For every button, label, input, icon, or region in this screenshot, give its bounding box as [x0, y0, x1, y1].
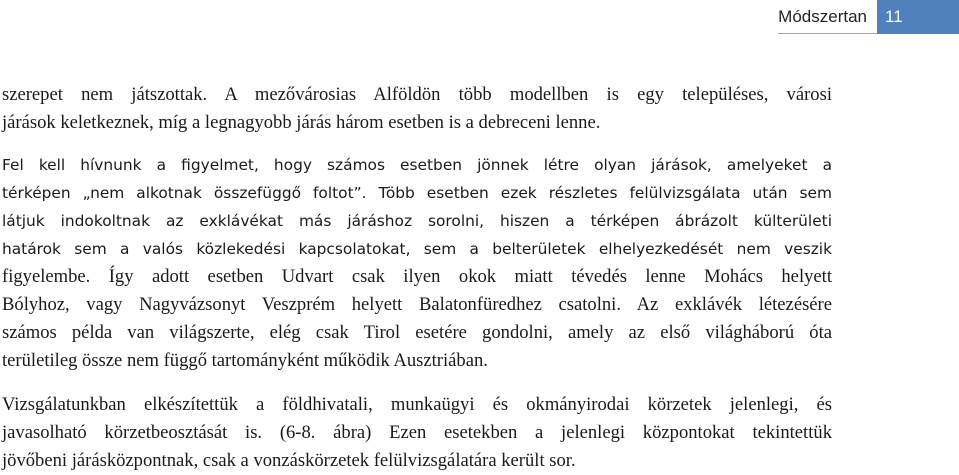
text-line: javasolható körzetbeosztását is. (6-8. ábra) Ezen esetekben a jelenlegi központokat tekintettük: [2, 422, 832, 443]
text-line: térképen „nem alkotnak összefüggő foltot”. Több esetben ezek részletes felülvizsgálata után sem: [2, 184, 832, 202]
text-line: jövőbeni járásközpontnak, csak a vonzáskörzetek felülvizsgálatára került sor.: [2, 450, 576, 471]
text-line: Bólyhoz, vagy Nagyvázsonyt Veszprém helyett Balatonfüredhez csatolni. Az exklávék létezésére: [2, 294, 832, 315]
text-line: határok sem a valós közlekedési kapcsolatokat, sem a belterületek elhelyezkedését nem veszik: [2, 240, 832, 258]
text-line: járások keletkeznek, míg a legnagyobb járás három esetben is a debreceni lenne.: [2, 112, 601, 133]
header-title: Módszertan: [778, 0, 877, 34]
text-line: Fel kell hívnunk a figyelmet, hogy számos esetben jönnek létre olyan járások, amelyeket a: [2, 156, 832, 174]
text-line: területileg össze nem függő tartományként működik Ausztriában.: [2, 350, 488, 371]
page-header: [778, 0, 959, 34]
text-line: számos példa van világszerte, elég csak Tirol esetére gondolni, amely az első világháború óta: [2, 322, 832, 343]
paragraph-1: [2, 81, 832, 137]
text-line: látjuk indokoltnak az exklávékat más járáshoz sorolni, hiszen a térképen ábrázolt külterületi: [2, 212, 832, 230]
text-line: figyelembe. Így adott esetben Udvart csak ilyen okok miatt tévedés lenne Mohács helyett: [2, 266, 832, 287]
paragraph-2: [2, 151, 832, 375]
page-number: 11: [877, 0, 959, 34]
paragraph-3: [2, 391, 832, 475]
text-line: Vizsgálatunkban elkészítettük a földhivatali, munkaügyi és okmányirodai körzetek jelenlegi, és: [2, 394, 832, 415]
body-text: [2, 81, 832, 475]
text-line: szerepet nem játszottak. A mezővárosias Alföldön több modellben is egy településes, városi: [2, 84, 832, 105]
